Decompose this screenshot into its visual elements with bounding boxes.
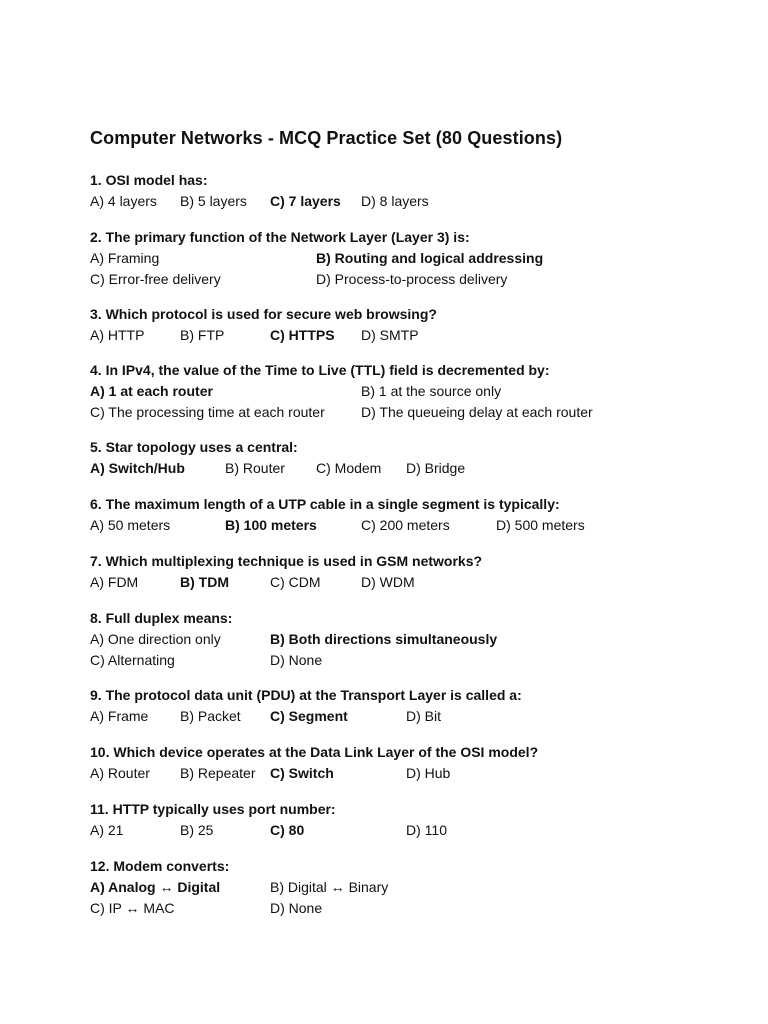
option-row	[90, 898, 323, 919]
question-stem: 2. The primary function of the Network Layer (Layer 3) is:	[90, 229, 470, 245]
option-c: C) IP ↔ MAC	[90, 900, 175, 916]
option-row	[90, 650, 323, 671]
question-stem: 4. In IPv4, the value of the Time to Live (TTL) field is decremented by:	[90, 362, 550, 378]
option-d: D) Bridge	[406, 460, 466, 476]
option-c: C) Error-free delivery	[90, 271, 221, 287]
option-d: D) 110	[406, 822, 447, 838]
option-a: A) One direction only	[90, 631, 221, 647]
option-a-correct: A) Switch/Hub	[90, 460, 185, 476]
option-d: D) Process-to-process delivery	[316, 271, 508, 287]
option-a: A) Framing	[90, 250, 160, 266]
option-a: A) 4 layers	[90, 193, 157, 209]
option-d: D) Bit	[406, 708, 441, 724]
option-a: A) 50 meters	[90, 517, 171, 533]
option-b-correct: B) Routing and logical addressing	[316, 250, 544, 266]
option-d: D) The queueing delay at each router	[361, 404, 593, 420]
option-d: D) None	[270, 900, 323, 916]
question-1	[90, 170, 429, 212]
option-row	[90, 820, 447, 841]
question-stem: 11. HTTP typically uses port number:	[90, 801, 336, 817]
option-row	[90, 629, 498, 650]
option-c: C) The processing time at each router	[90, 404, 325, 420]
option-row	[90, 515, 585, 536]
question-4	[90, 360, 593, 423]
question-2	[90, 227, 544, 290]
option-a: A) FDM	[90, 574, 139, 590]
option-row	[90, 325, 437, 346]
option-d: D) None	[270, 652, 323, 668]
option-b: B) FTP	[180, 327, 225, 343]
option-c: C) Modem	[316, 460, 382, 476]
question-12	[90, 856, 389, 919]
question-stem: 10. Which device operates at the Data Link Layer of the OSI model?	[90, 744, 539, 760]
option-d: D) 8 layers	[361, 193, 429, 209]
option-b: B) Packet	[180, 708, 241, 724]
option-c-correct: C) HTTPS	[270, 327, 335, 343]
option-row	[90, 706, 522, 727]
option-c: C) CDM	[270, 574, 321, 590]
question-8	[90, 608, 498, 671]
option-b: B) 25	[180, 822, 214, 838]
question-3	[90, 304, 437, 346]
option-a-correct: A) Analog ↔ Digital	[90, 879, 221, 895]
option-c-correct: C) Switch	[270, 765, 334, 781]
option-d: D) WDM	[361, 574, 415, 590]
question-stem: 12. Modem converts:	[90, 858, 230, 874]
question-stem: 9. The protocol data unit (PDU) at the Transport Layer is called a:	[90, 687, 522, 703]
option-d: D) 500 meters	[496, 517, 585, 533]
option-a-correct: A) 1 at each router	[90, 383, 213, 399]
option-a: A) HTTP	[90, 327, 145, 343]
question-7	[90, 551, 482, 593]
option-row	[90, 248, 544, 269]
option-a: A) Frame	[90, 708, 149, 724]
option-c: C) 200 meters	[361, 517, 450, 533]
option-row	[90, 381, 550, 402]
option-row	[90, 191, 429, 212]
option-c-correct: C) Segment	[270, 708, 348, 724]
question-stem: 8. Full duplex means:	[90, 610, 233, 626]
option-b-correct: B) TDM	[180, 574, 229, 590]
question-stem: 3. Which protocol is used for secure web browsing?	[90, 306, 437, 322]
option-b: B) Router	[225, 460, 285, 476]
option-b-correct: B) 100 meters	[225, 517, 317, 533]
option-a: A) 21	[90, 822, 124, 838]
option-row	[90, 572, 482, 593]
option-b: B) 5 layers	[180, 193, 247, 209]
option-b-correct: B) Both directions simultaneously	[270, 631, 498, 647]
option-a: A) Router	[90, 765, 150, 781]
option-c: C) Alternating	[90, 652, 175, 668]
option-row	[90, 402, 593, 423]
question-stem: 1. OSI model has:	[90, 172, 208, 188]
question-6	[90, 494, 585, 536]
question-stem: 7. Which multiplexing technique is used in GSM networks?	[90, 553, 483, 569]
option-d: D) SMTP	[361, 327, 419, 343]
option-b: B) 1 at the source only	[361, 383, 502, 399]
option-row	[90, 763, 538, 784]
option-row	[90, 269, 508, 290]
question-stem: 5. Star topology uses a central:	[90, 439, 298, 455]
option-b: B) Repeater	[180, 765, 256, 781]
option-row	[90, 458, 466, 479]
option-b: B) Digital ↔ Binary	[270, 879, 389, 895]
question-5	[90, 437, 466, 479]
question-9	[90, 685, 522, 727]
question-stem: 6. The maximum length of a UTP cable in a single segment is typically:	[90, 496, 560, 512]
question-10	[90, 742, 538, 784]
page-title: Computer Networks - MCQ Practice Set (80 Questions)	[90, 128, 563, 148]
question-11	[90, 799, 447, 841]
option-c-correct: C) 7 layers	[270, 193, 341, 209]
option-d: D) Hub	[406, 765, 451, 781]
option-c-correct: C) 80	[270, 822, 305, 838]
option-row	[90, 877, 389, 898]
